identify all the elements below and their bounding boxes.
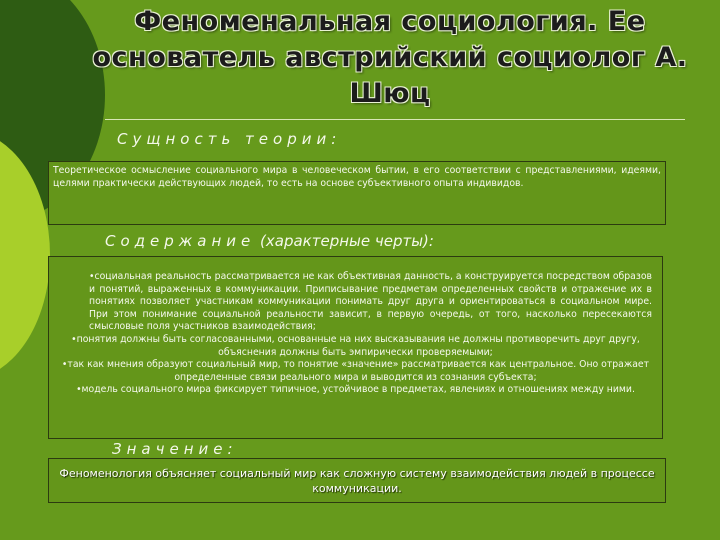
slide-title: Феноменальная социология. Ее основатель австрийский социолог А. Шюц xyxy=(92,6,688,109)
meaning-text: Феноменология объясняет социальный мир как сложную систему взаимодействия людей в процессе коммуникации. xyxy=(59,467,655,495)
content-box xyxy=(48,256,663,439)
essence-label-text: Сущность теории xyxy=(117,130,332,148)
content-label-text: Содержание xyxy=(105,232,256,250)
content-label xyxy=(105,232,434,250)
meaning-label-text: Значение xyxy=(112,440,228,458)
meaning-label xyxy=(112,440,233,458)
title-divider xyxy=(105,119,685,120)
content-item-3: •так как мнения образуют социальный мир, то понятие «значение» рассматривается как центральное. Оно отражает определенные связи реального мира и выводится из сознания субъекта; xyxy=(61,359,650,383)
content-item-2: •понятия должны быть согласованными, основанные на них высказывания не должны противоречить друг другу, объяснения должны быть эмпирически проверяемыми; xyxy=(71,333,640,358)
essence-box xyxy=(48,161,666,225)
meaning-box xyxy=(48,458,666,503)
content-item-1: •социальная реальность рассматривается не как объективная данность, а конструируется посредством образов и понятий, выраженных в коммуникации. Приписывание предметам определенных свойств и отражение их в понятиях позволяет участникам коммуникации понимать друг друга и ориентироваться в социальном мире. При этом понимание социальной реальности зависит, в первую очередь, от того, насколько пересекаются смысловые поля участников взаимодействия; xyxy=(89,271,652,333)
essence-label xyxy=(117,130,336,148)
essence-label-suffix: : xyxy=(331,130,337,148)
content-item-4: •модель социального мира фиксирует типичное, устойчивое в предметах, явлениях и отношениях между ними. xyxy=(76,384,635,396)
meaning-label-suffix: : xyxy=(227,440,233,458)
essence-text: Теоретическое осмысление социального мира в человеческом бытии, в его соответствии с представлениями, идеями, целями практически действующих людей, то есть на основе субъективного опыта индивидов. xyxy=(53,165,661,189)
content-label-suffix: (характерные черты): xyxy=(255,232,434,250)
